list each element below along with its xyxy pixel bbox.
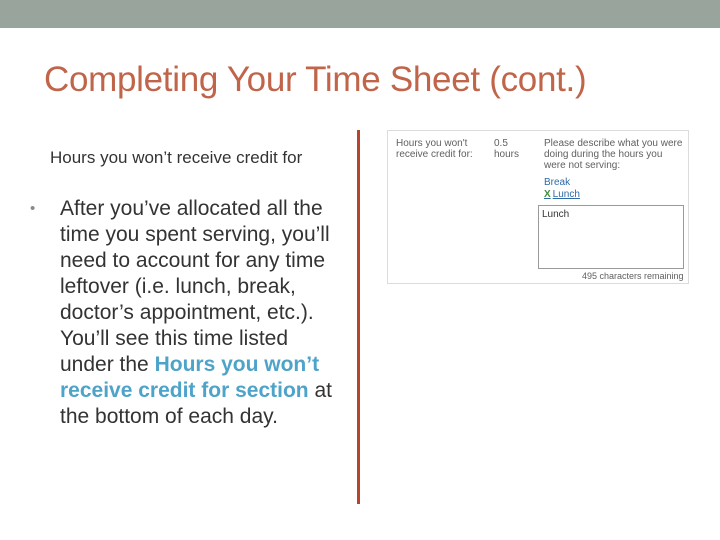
- reason-break-link[interactable]: Break: [544, 177, 571, 188]
- description-textarea[interactable]: [538, 205, 684, 269]
- char-remaining-text: 495 characters remaining: [582, 271, 684, 281]
- bullet-paragraph: [30, 196, 342, 430]
- slide-subheading: Hours you won’t receive credit for: [50, 148, 303, 167]
- bullet-icon: •: [30, 200, 36, 217]
- hours-no-credit-label: Hours you won't receive credit for:: [396, 138, 473, 160]
- timesheet-screenshot: [387, 130, 689, 284]
- reason-lunch-label[interactable]: Lunch: [552, 189, 580, 200]
- description-value: Lunch: [542, 209, 570, 220]
- top-bar: [0, 0, 720, 28]
- slide-title: Completing Your Time Sheet (cont.): [44, 60, 587, 99]
- describe-prompt: Please describe what you were doing during the hours you were not serving:: [544, 138, 683, 171]
- remove-x-icon[interactable]: X: [544, 189, 551, 200]
- bullet-text-after: at the bottom of each day.: [60, 379, 332, 428]
- bullet-text-before: After you’ve allocated all the time you spent serving, you’ll need to account for any time leftover (i.e. lunch, break, doctor’s appointment, etc.). You’ll see this time listed under the: [60, 197, 330, 376]
- reason-lunch-link[interactable]: [544, 189, 580, 200]
- vertical-divider: [357, 130, 360, 504]
- bullet-highlight: Hours you won’t receive credit for section: [60, 353, 320, 402]
- bullet-text: [60, 196, 342, 430]
- hours-value: 0.5 hours: [494, 138, 520, 160]
